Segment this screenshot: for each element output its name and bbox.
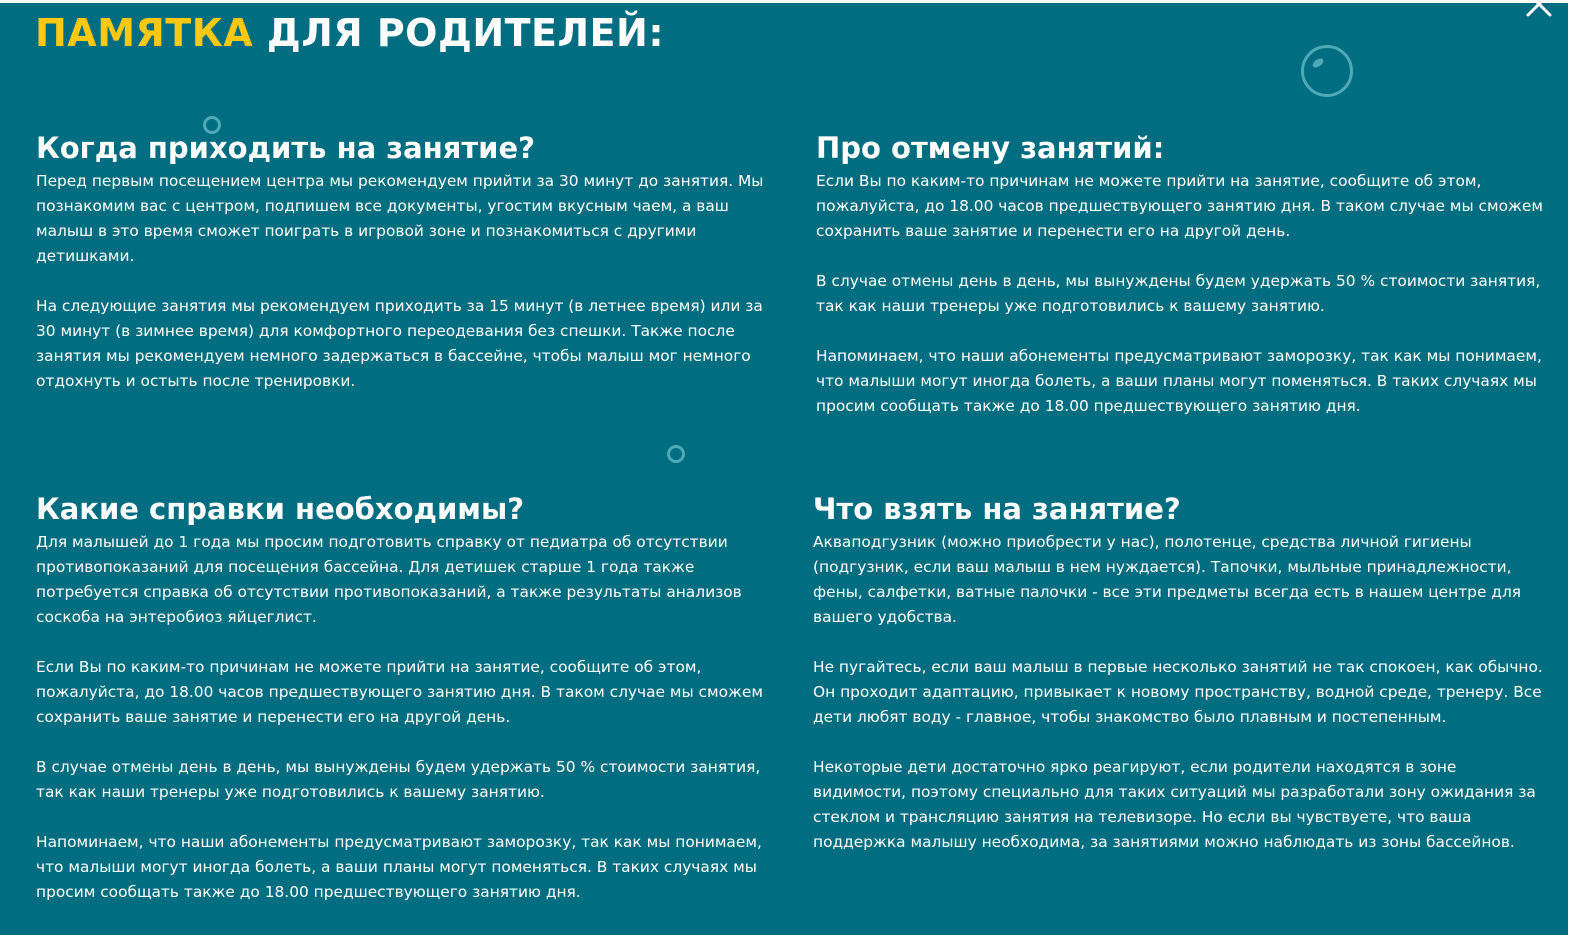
section-paragraph: В случае отмены день в день, мы вынуждены будем удержать 50 % стоимости занятия, так как наши тренеры уже подготовились к вашему занятию. xyxy=(36,758,761,801)
page-title-accent: ПАМЯТКА xyxy=(35,11,254,55)
section-heading: Когда приходить на занятие? xyxy=(36,131,535,165)
section-paragraph: В случае отмены день в день, мы вынуждены будем удержать 50 % стоимости занятия, так как наши тренеры уже подготовились к вашему занятию. xyxy=(816,272,1541,315)
section-heading: Какие справки необходимы? xyxy=(36,492,525,526)
section-paragraph: Перед первым посещением центра мы рекомендуем прийти за 30 минут до занятия. Мы познакомим вас с центром, подпишем все документы, угостим вкусным чаем, а ваш малыш в это время сможет поиграть в игровой зоне и познакомиться с другими детишками. xyxy=(36,172,764,265)
page-title xyxy=(35,9,664,57)
section-heading: Про отмену занятий: xyxy=(816,131,1165,165)
section-cancellation xyxy=(816,131,1556,444)
section-paragraph: Напоминаем, что наши абонементы предусматривают заморозку, так как мы понимаем, что малыши могут иногда болеть, а ваши планы могут поменяться. В таких случаях мы просим сообщать также до 18.00 предшествующего занятию дня. xyxy=(816,347,1542,415)
section-paragraph: На следующие занятия мы рекомендуем приходить за 15 минут (в летнее время) или за 30 минут (в зимнее время) для комфортного переодевания без спешки. Также после занятия мы рекомендуем немного задержаться в бассейне, чтобы малыш мог немного отдохнуть и остыть после тренировки. xyxy=(36,297,763,390)
bubble-large-icon xyxy=(1298,42,1356,100)
section-paragraph: Некоторые дети достаточно ярко реагируют, если родители находятся в зоне видимости, поэтому специально для таких ситуаций мы разработали зону ожидания за стеклом и трансляцию занятия на телевизоре. Но если вы чувствуете, что ваша поддержка малышу необходима, за занятиями можно наблюдать из зоны бассейнов. xyxy=(813,758,1536,851)
section-paragraph: Если Вы по каким-то причинам не можете прийти на занятие, сообщите об этом, пожалуйста, до 18.00 часов предшествующего занятию дня. В таком случае мы сможем сохранить ваше занятие и перенести его на другой день. xyxy=(36,658,763,726)
section-what-to-bring xyxy=(813,492,1548,880)
section-paragraph: Не пугайтесь, если ваш малыш в первые несколько занятий не так спокоен, как обычно. Он проходит адаптацию, привыкает к новому пространству, водной среде, тренеру. Все дети любят воду - главное, чтобы знакомство было плавным и постепенным. xyxy=(813,658,1543,726)
section-paragraph: Акваподгузник (можно приобрести у нас), полотенце, средства личной гигиены (подгузник, если ваш малыш в нем нуждается). Тапочки, мыльные принадлежности, фены, салфетки, ватные палочки - все эти предметы всегда есть в нашем центре для вашего удобства. xyxy=(813,533,1522,626)
section-paragraph: Если Вы по каким-то причинам не можете прийти на занятие, сообщите об этом, пожалуйста, до 18.00 часов предшествующего занятию дня. В таком случае мы сможем сохранить ваше занятие и перенести его на другой день. xyxy=(816,172,1543,240)
section-certificates xyxy=(36,492,781,930)
bubble-small-icon xyxy=(664,442,688,466)
reminder-panel xyxy=(0,3,1568,935)
page-title-rest: ДЛЯ РОДИТЕЛЕЙ: xyxy=(266,11,665,55)
section-when-to-come xyxy=(36,131,781,419)
section-paragraph: Напоминаем, что наши абонементы предусматривают заморозку, так как мы понимаем, что малыши могут иногда болеть, а ваши планы могут поменяться. В таких случаях мы просим сообщать также до 18.00 предшествующего занятию дня. xyxy=(36,833,762,901)
close-icon[interactable] xyxy=(1524,3,1554,19)
section-heading: Что взять на занятие? xyxy=(813,492,1181,526)
section-paragraph: Для малышей до 1 года мы просим подготовить справку от педиатра об отсутствии противопоказаний для посещения бассейна. Для детишек старше 1 года также потребуется справка об отсутствии противопоказаний, а также результаты анализов соскоба на энтеробиоз яйцеглист. xyxy=(36,533,742,626)
